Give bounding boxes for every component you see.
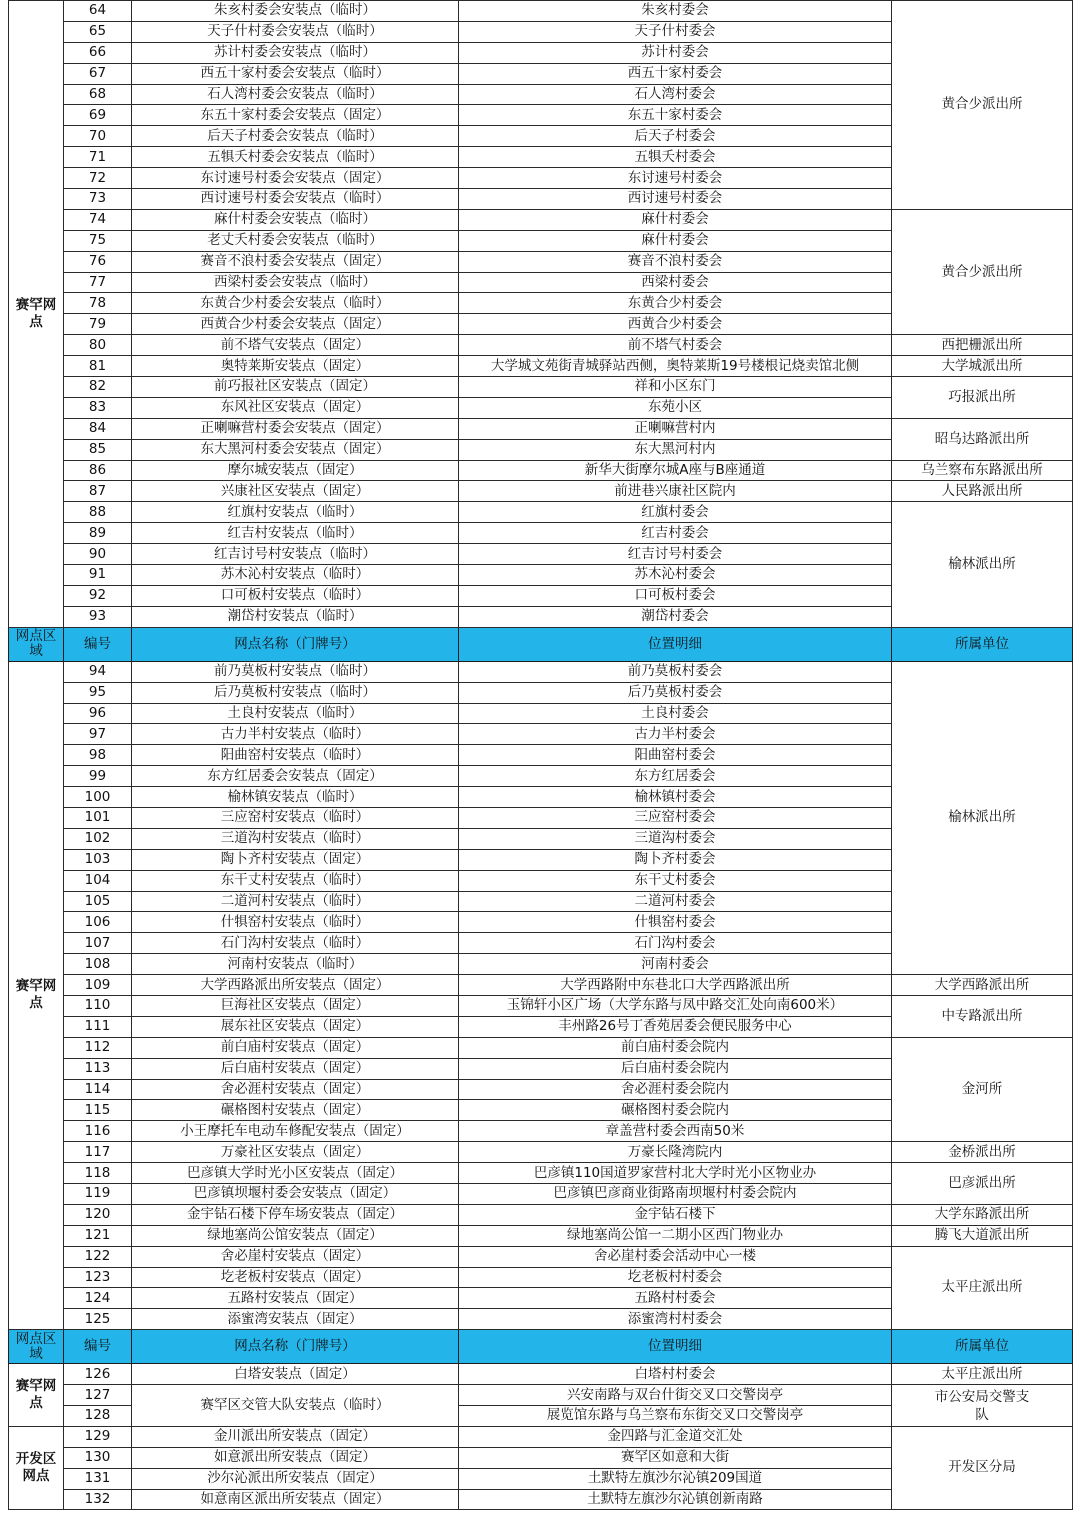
row-number: 82 xyxy=(64,377,132,398)
point-name: 前不塔气安装点（固定） xyxy=(132,335,459,356)
point-location: 前白庙村委会院内 xyxy=(459,1037,892,1058)
table-row xyxy=(9,661,1073,682)
point-name: 红吉村安装点（临时） xyxy=(132,523,459,544)
unit-cell: 中专路派出所 xyxy=(892,995,1073,1037)
table-row xyxy=(9,1426,1073,1447)
table-row xyxy=(9,1246,1073,1267)
point-location: 后白庙村委会院内 xyxy=(459,1058,892,1079)
point-name: 东讨速号村委会安装点（固定） xyxy=(132,168,459,189)
row-number: 75 xyxy=(64,230,132,251)
unit-cell: 榆林派出所 xyxy=(892,502,1073,627)
header-unit-cell: 所属单位 xyxy=(892,627,1073,661)
unit-cell: 巧报派出所 xyxy=(892,377,1073,419)
unit-cell: 大学城派出所 xyxy=(892,356,1073,377)
point-location: 万豪长隆湾院内 xyxy=(459,1142,892,1163)
point-name: 展东社区安装点（固定） xyxy=(132,1016,459,1037)
unit-cell: 开发区分局 xyxy=(892,1426,1073,1509)
unit-cell: 太平庄派出所 xyxy=(892,1246,1073,1330)
table-row xyxy=(9,502,1073,523)
table-row xyxy=(9,995,1073,1016)
row-number: 67 xyxy=(64,63,132,84)
point-name: 红吉讨号村安装点（临时） xyxy=(132,544,459,565)
point-location: 东干丈村委会 xyxy=(459,870,892,891)
row-number: 85 xyxy=(64,439,132,460)
point-name: 舍必涯村安装点（固定） xyxy=(132,1079,459,1100)
point-location: 绿地塞尚公馆一二期小区西门物业办 xyxy=(459,1225,892,1246)
row-number: 81 xyxy=(64,356,132,377)
header-unit-cell: 所属单位 xyxy=(892,1330,1073,1364)
point-location: 圪老板村村委会 xyxy=(459,1267,892,1288)
row-number: 129 xyxy=(64,1426,132,1447)
row-number: 131 xyxy=(64,1468,132,1489)
point-location: 西五十家村委会 xyxy=(459,63,892,84)
point-name: 前巧报社区安装点（固定） xyxy=(132,377,459,398)
point-location: 东苑小区 xyxy=(459,397,892,418)
row-number: 68 xyxy=(64,84,132,105)
point-location: 东黄合少村委会 xyxy=(459,293,892,314)
point-name: 绿地塞尚公馆安装点（固定） xyxy=(132,1225,459,1246)
row-number: 122 xyxy=(64,1246,132,1267)
row-number: 119 xyxy=(64,1183,132,1204)
row-number: 108 xyxy=(64,954,132,975)
row-number: 128 xyxy=(64,1406,132,1427)
point-name: 三应窑村安装点（临时） xyxy=(132,807,459,828)
row-number: 98 xyxy=(64,745,132,766)
table-row xyxy=(9,1225,1073,1246)
point-location: 前进巷兴康社区院内 xyxy=(459,481,892,502)
point-location: 丰州路26号丁香苑居委会便民服务中心 xyxy=(459,1016,892,1037)
point-name: 巴彦镇坝堰村委会安装点（固定） xyxy=(132,1183,459,1204)
point-location: 祥和小区东门 xyxy=(459,377,892,398)
point-location: 土良村委会 xyxy=(459,703,892,724)
unit-cell: 金河所 xyxy=(892,1037,1073,1141)
point-location: 五路村村委会 xyxy=(459,1288,892,1309)
point-name: 陶卜齐村安装点（固定） xyxy=(132,849,459,870)
point-location: 东五十家村委会 xyxy=(459,105,892,126)
row-number: 78 xyxy=(64,293,132,314)
point-location: 大学西路附中东巷北口大学西路派出所 xyxy=(459,975,892,996)
row-number: 114 xyxy=(64,1079,132,1100)
point-name: 小王摩托车电动车修配安装点（固定） xyxy=(132,1121,459,1142)
point-name: 东方红居委会安装点（固定） xyxy=(132,766,459,787)
point-location: 天子什村委会 xyxy=(459,21,892,42)
point-name: 添蜜湾安装点（固定） xyxy=(132,1309,459,1330)
table-row xyxy=(9,377,1073,398)
point-location: 土默特左旗沙尔沁镇209国道 xyxy=(459,1468,892,1489)
unit-cell: 大学西路派出所 xyxy=(892,975,1073,996)
header-region-cell: 网点区域 xyxy=(9,627,64,661)
row-number: 79 xyxy=(64,314,132,335)
point-name: 五路村安装点（固定） xyxy=(132,1288,459,1309)
table-row xyxy=(9,481,1073,502)
point-name: 后白庙村安装点（固定） xyxy=(132,1058,459,1079)
row-number: 91 xyxy=(64,565,132,586)
point-location: 麻什村委会 xyxy=(459,209,892,230)
point-name: 苏木沁村安装点（临时） xyxy=(132,565,459,586)
point-name: 口可板村安装点（临时） xyxy=(132,585,459,606)
row-number: 80 xyxy=(64,335,132,356)
table-row xyxy=(9,1163,1073,1184)
row-number: 87 xyxy=(64,481,132,502)
point-location: 章盖营村委会西南50米 xyxy=(459,1121,892,1142)
row-number: 101 xyxy=(64,807,132,828)
point-location: 潮岱村委会 xyxy=(459,606,892,627)
point-location: 麻什村委会 xyxy=(459,230,892,251)
row-number: 95 xyxy=(64,682,132,703)
unit-cell: 金桥派出所 xyxy=(892,1142,1073,1163)
unit-cell: 昭乌达路派出所 xyxy=(892,418,1073,460)
point-name: 奥特莱斯安装点（固定） xyxy=(132,356,459,377)
row-number: 66 xyxy=(64,42,132,63)
row-number: 124 xyxy=(64,1288,132,1309)
point-name: 阳曲窑村安装点（临时） xyxy=(132,745,459,766)
point-location: 展览馆东路与乌兰察布东街交叉口交警岗亭 xyxy=(459,1406,892,1427)
point-location: 口可板村委会 xyxy=(459,585,892,606)
point-name: 赛罕区交管大队安装点（临时） xyxy=(132,1385,459,1427)
point-location: 石门沟村委会 xyxy=(459,933,892,954)
point-name: 二道河村安装点（临时） xyxy=(132,891,459,912)
point-name: 土良村安装点（临时） xyxy=(132,703,459,724)
row-number: 106 xyxy=(64,912,132,933)
point-name: 西梁村委会安装点（临时） xyxy=(132,272,459,293)
table-row xyxy=(9,1364,1073,1385)
header-region-cell: 网点区域 xyxy=(9,1330,64,1364)
row-number: 83 xyxy=(64,397,132,418)
row-number: 103 xyxy=(64,849,132,870)
row-number: 77 xyxy=(64,272,132,293)
point-name: 巴彦镇大学时光小区安装点（固定） xyxy=(132,1163,459,1184)
row-number: 64 xyxy=(64,1,132,22)
point-location: 苏木沁村委会 xyxy=(459,565,892,586)
table-header-row xyxy=(9,1330,1073,1364)
point-name: 巨海社区安装点（固定） xyxy=(132,995,459,1016)
row-number: 89 xyxy=(64,523,132,544)
point-location: 舍必崖村委会活动中心一楼 xyxy=(459,1246,892,1267)
row-number: 125 xyxy=(64,1309,132,1330)
row-number: 126 xyxy=(64,1364,132,1385)
point-location: 西梁村委会 xyxy=(459,272,892,293)
point-location: 东讨速号村委会 xyxy=(459,168,892,189)
point-name: 如意南区派出所安装点（固定） xyxy=(132,1489,459,1509)
point-name: 万豪社区安装点（固定） xyxy=(132,1142,459,1163)
unit-cell: 西把栅派出所 xyxy=(892,335,1073,356)
point-location: 土默特左旗沙尔沁镇创新南路 xyxy=(459,1489,892,1509)
region-cell: 开发区网点 xyxy=(9,1426,64,1509)
point-location: 玉锦轩小区广场（大学东路与凤中路交汇处向南600米） xyxy=(459,995,892,1016)
point-location: 阳曲窑村委会 xyxy=(459,745,892,766)
table-row xyxy=(9,1385,1073,1406)
point-name: 红旗村安装点（临时） xyxy=(132,502,459,523)
point-location: 金宇钻石楼下 xyxy=(459,1204,892,1225)
point-name: 大学西路派出所安装点（固定） xyxy=(132,975,459,996)
table-row xyxy=(9,1142,1073,1163)
point-location: 五犋夭村委会 xyxy=(459,147,892,168)
point-name: 东风社区安装点（固定） xyxy=(132,397,459,418)
point-name: 碾格图村安装点（固定） xyxy=(132,1100,459,1121)
point-location: 新华大街摩尔城A座与B座通道 xyxy=(459,460,892,481)
point-name: 古力半村安装点（临时） xyxy=(132,724,459,745)
point-location: 二道河村委会 xyxy=(459,891,892,912)
point-location: 后天子村委会 xyxy=(459,126,892,147)
point-location: 红吉讨号村委会 xyxy=(459,544,892,565)
header-location-cell: 位置明细 xyxy=(459,627,892,661)
row-number: 96 xyxy=(64,703,132,724)
table-row xyxy=(9,356,1073,377)
row-number: 110 xyxy=(64,995,132,1016)
point-name: 赛音不浪村委会安装点（固定） xyxy=(132,251,459,272)
point-name: 潮岱村安装点（临时） xyxy=(132,606,459,627)
table-row xyxy=(9,1037,1073,1058)
row-number: 115 xyxy=(64,1100,132,1121)
row-number: 74 xyxy=(64,209,132,230)
point-name: 摩尔城安装点（固定） xyxy=(132,460,459,481)
point-name: 天子什村委会安装点（临时） xyxy=(132,21,459,42)
point-name: 河南村安装点（临时） xyxy=(132,954,459,975)
point-name: 金川派出所安装点（固定） xyxy=(132,1426,459,1447)
table-row xyxy=(9,460,1073,481)
point-location: 赛音不浪村委会 xyxy=(459,251,892,272)
row-number: 86 xyxy=(64,460,132,481)
point-location: 西讨速号村委会 xyxy=(459,189,892,210)
point-name: 三道沟村安装点（临时） xyxy=(132,828,459,849)
row-number: 111 xyxy=(64,1016,132,1037)
header-name-cell: 网点名称（门牌号） xyxy=(132,1330,459,1364)
row-number: 121 xyxy=(64,1225,132,1246)
point-location: 陶卜齐村委会 xyxy=(459,849,892,870)
point-location: 红旗村委会 xyxy=(459,502,892,523)
point-name: 兴康社区安装点（固定） xyxy=(132,481,459,502)
region-cell: 赛罕网点 xyxy=(9,661,64,1330)
row-number: 132 xyxy=(64,1489,132,1509)
unit-cell: 乌兰察布东路派出所 xyxy=(892,460,1073,481)
point-location: 古力半村委会 xyxy=(459,724,892,745)
unit-cell: 大学东路派出所 xyxy=(892,1204,1073,1225)
table-row xyxy=(9,1204,1073,1225)
row-number: 70 xyxy=(64,126,132,147)
row-number: 94 xyxy=(64,661,132,682)
row-number: 69 xyxy=(64,105,132,126)
unit-cell: 市公安局交警支队 xyxy=(892,1385,1073,1427)
point-name: 后乃莫板村安装点（临时） xyxy=(132,682,459,703)
point-location: 朱亥村委会 xyxy=(459,1,892,22)
row-number: 117 xyxy=(64,1142,132,1163)
unit-cell: 太平庄派出所 xyxy=(892,1364,1073,1385)
point-location: 前不塔气村委会 xyxy=(459,335,892,356)
unit-cell: 黄合少派出所 xyxy=(892,209,1073,334)
header-location-cell: 位置明细 xyxy=(459,1330,892,1364)
row-number: 99 xyxy=(64,766,132,787)
row-number: 88 xyxy=(64,502,132,523)
header-number-cell: 编号 xyxy=(64,627,132,661)
point-name: 东干丈村安装点（临时） xyxy=(132,870,459,891)
point-name: 五犋夭村委会安装点（临时） xyxy=(132,147,459,168)
point-location: 东方红居委会 xyxy=(459,766,892,787)
row-number: 92 xyxy=(64,585,132,606)
point-name: 前白庙村安装点（固定） xyxy=(132,1037,459,1058)
point-name: 东大黑河村委会安装点（固定） xyxy=(132,439,459,460)
point-name: 榆林镇安装点（临时） xyxy=(132,787,459,808)
unit-cell: 榆林派出所 xyxy=(892,661,1073,974)
header-number-cell: 编号 xyxy=(64,1330,132,1364)
point-location: 添蜜湾村村委会 xyxy=(459,1309,892,1330)
point-name: 老丈夭村委会安装点（临时） xyxy=(132,230,459,251)
point-name: 如意派出所安装点（固定） xyxy=(132,1447,459,1468)
point-location: 大学城文苑街青城驿站西侧，奥特莱斯19号楼根记烧卖馆北侧 xyxy=(459,356,892,377)
row-number: 112 xyxy=(64,1037,132,1058)
point-location: 巴彦镇巴彦商业街路南坝堰村村委会院内 xyxy=(459,1183,892,1204)
row-number: 65 xyxy=(64,21,132,42)
point-name: 圪老板村安装点（固定） xyxy=(132,1267,459,1288)
point-name: 苏计村委会安装点（临时） xyxy=(132,42,459,63)
row-number: 100 xyxy=(64,787,132,808)
point-name: 石人湾村委会安装点（临时） xyxy=(132,84,459,105)
point-location: 红吉村委会 xyxy=(459,523,892,544)
point-name: 麻什村委会安装点（临时） xyxy=(132,209,459,230)
row-number: 113 xyxy=(64,1058,132,1079)
point-location: 河南村委会 xyxy=(459,954,892,975)
unit-cell: 黄合少派出所 xyxy=(892,1,1073,210)
header-name-cell: 网点名称（门牌号） xyxy=(132,627,459,661)
row-number: 72 xyxy=(64,168,132,189)
table-row xyxy=(9,209,1073,230)
row-number: 76 xyxy=(64,251,132,272)
row-number: 123 xyxy=(64,1267,132,1288)
registration-points-table xyxy=(8,0,1073,1510)
table-row xyxy=(9,975,1073,996)
row-number: 73 xyxy=(64,189,132,210)
point-name: 西五十家村委会安装点（临时） xyxy=(132,63,459,84)
unit-cell: 人民路派出所 xyxy=(892,481,1073,502)
row-number: 93 xyxy=(64,606,132,627)
unit-cell: 巴彦派出所 xyxy=(892,1163,1073,1205)
point-location: 苏计村委会 xyxy=(459,42,892,63)
point-location: 白塔村村委会 xyxy=(459,1364,892,1385)
row-number: 109 xyxy=(64,975,132,996)
point-location: 后乃莫板村委会 xyxy=(459,682,892,703)
point-location: 西黄合少村委会 xyxy=(459,314,892,335)
point-name: 前乃莫板村安装点（临时） xyxy=(132,661,459,682)
point-name: 沙尔沁派出所安装点（固定） xyxy=(132,1468,459,1489)
row-number: 118 xyxy=(64,1163,132,1184)
point-name: 石门沟村安装点（临时） xyxy=(132,933,459,954)
point-location: 赛罕区如意和大街 xyxy=(459,1447,892,1468)
row-number: 71 xyxy=(64,147,132,168)
point-location: 东大黑河村内 xyxy=(459,439,892,460)
point-name: 东黄合少村委会安装点（临时） xyxy=(132,293,459,314)
unit-cell: 腾飞大道派出所 xyxy=(892,1225,1073,1246)
point-name: 正喇嘛营村委会安装点（固定） xyxy=(132,418,459,439)
point-location: 金四路与汇金道交汇处 xyxy=(459,1426,892,1447)
point-location: 三道沟村委会 xyxy=(459,828,892,849)
table-header-row xyxy=(9,627,1073,661)
table-row xyxy=(9,418,1073,439)
point-name: 金宇钻石楼下停车场安装点（固定） xyxy=(132,1204,459,1225)
point-location: 碾格图村委会院内 xyxy=(459,1100,892,1121)
point-location: 舍必涯村委会院内 xyxy=(459,1079,892,1100)
point-name: 舍必崖村安装点（固定） xyxy=(132,1246,459,1267)
point-name: 朱亥村委会安装点（临时） xyxy=(132,1,459,22)
row-number: 90 xyxy=(64,544,132,565)
point-name: 后天子村委会安装点（临时） xyxy=(132,126,459,147)
row-number: 84 xyxy=(64,418,132,439)
point-name: 什犋窑村安装点（临时） xyxy=(132,912,459,933)
row-number: 97 xyxy=(64,724,132,745)
point-location: 什犋窑村委会 xyxy=(459,912,892,933)
row-number: 127 xyxy=(64,1385,132,1406)
registration-points-table-sheet xyxy=(8,0,1072,1510)
row-number: 116 xyxy=(64,1121,132,1142)
point-location: 石人湾村委会 xyxy=(459,84,892,105)
point-location: 正喇嘛营村内 xyxy=(459,418,892,439)
region-cell: 赛罕网点 xyxy=(9,1,64,628)
point-name: 东五十家村委会安装点（固定） xyxy=(132,105,459,126)
point-name: 西讨速号村委会安装点（临时） xyxy=(132,189,459,210)
point-location: 三应窑村委会 xyxy=(459,807,892,828)
point-location: 榆林镇村委会 xyxy=(459,787,892,808)
row-number: 120 xyxy=(64,1204,132,1225)
point-location: 巴彦镇110国道罗家营村北大学时光小区物业办 xyxy=(459,1163,892,1184)
point-name: 西黄合少村委会安装点（固定） xyxy=(132,314,459,335)
row-number: 105 xyxy=(64,891,132,912)
row-number: 107 xyxy=(64,933,132,954)
row-number: 130 xyxy=(64,1447,132,1468)
region-cell: 赛罕网点 xyxy=(9,1364,64,1427)
point-name: 白塔安装点（固定） xyxy=(132,1364,459,1385)
table-row xyxy=(9,1,1073,22)
table-row xyxy=(9,335,1073,356)
point-location: 兴安南路与双台什街交叉口交警岗亭 xyxy=(459,1385,892,1406)
point-location: 前乃莫板村委会 xyxy=(459,661,892,682)
row-number: 102 xyxy=(64,828,132,849)
row-number: 104 xyxy=(64,870,132,891)
